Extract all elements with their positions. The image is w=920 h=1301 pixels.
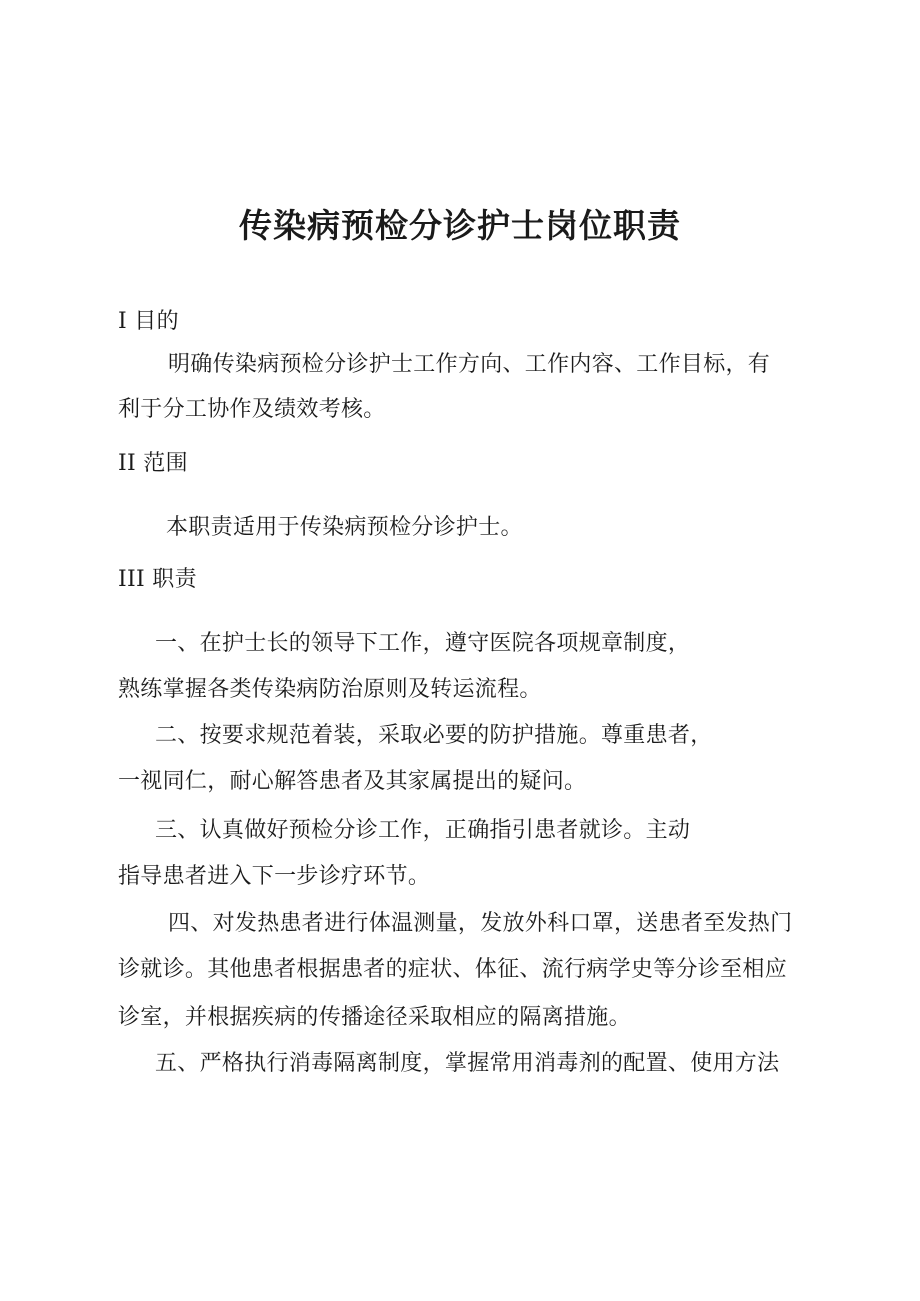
duty-3-line-1: 三、认真做好预检分诊工作，正确指引患者就诊。主动 — [155, 818, 691, 843]
duty-4-line-1: 四、对发热患者进行体温测量，发放外科口罩，送患者至发热门 — [168, 911, 793, 936]
duty-1-line-1: 一、在护士长的领导下工作，遵守医院各项规章制度， — [155, 631, 691, 656]
duty-4-line-3: 诊室，并根据疾病的传播途径采取相应的隔离措施。 — [118, 1005, 631, 1030]
document-title: 传染病预检分诊护士岗位职责 — [239, 206, 681, 245]
section-heading-purpose: I 目的 — [118, 309, 179, 334]
purpose-line-2: 利于分工协作及绩效考核。 — [118, 397, 386, 422]
duty-2-line-2: 一视同仁，耐心解答患者及其家属提出的疑问。 — [118, 769, 587, 794]
duty-4-line-2: 诊就诊。其他患者根据患者的症状、体征、流行病学史等分诊至相应 — [118, 957, 788, 982]
duty-5-line-1: 五、严格执行消毒隔离制度，掌握常用消毒剂的配置、使用方法 — [155, 1051, 780, 1076]
duty-1-line-2: 熟练掌握各类传染病防治原则及转运流程。 — [118, 677, 542, 702]
scope-line-1: 本职责适用于传染病预检分诊护士。 — [166, 515, 523, 540]
section-heading-duties: III 职责 — [118, 567, 197, 592]
section-heading-scope: II 范围 — [118, 451, 188, 476]
duty-3-line-2: 指导患者进入下一步诊疗环节。 — [118, 864, 431, 889]
purpose-line-1: 明确传染病预检分诊护士工作方向、工作内容、工作目标，有 — [168, 352, 771, 377]
duty-2-line-1: 二、按要求规范着装，采取必要的防护措施。尊重患者， — [155, 723, 713, 748]
